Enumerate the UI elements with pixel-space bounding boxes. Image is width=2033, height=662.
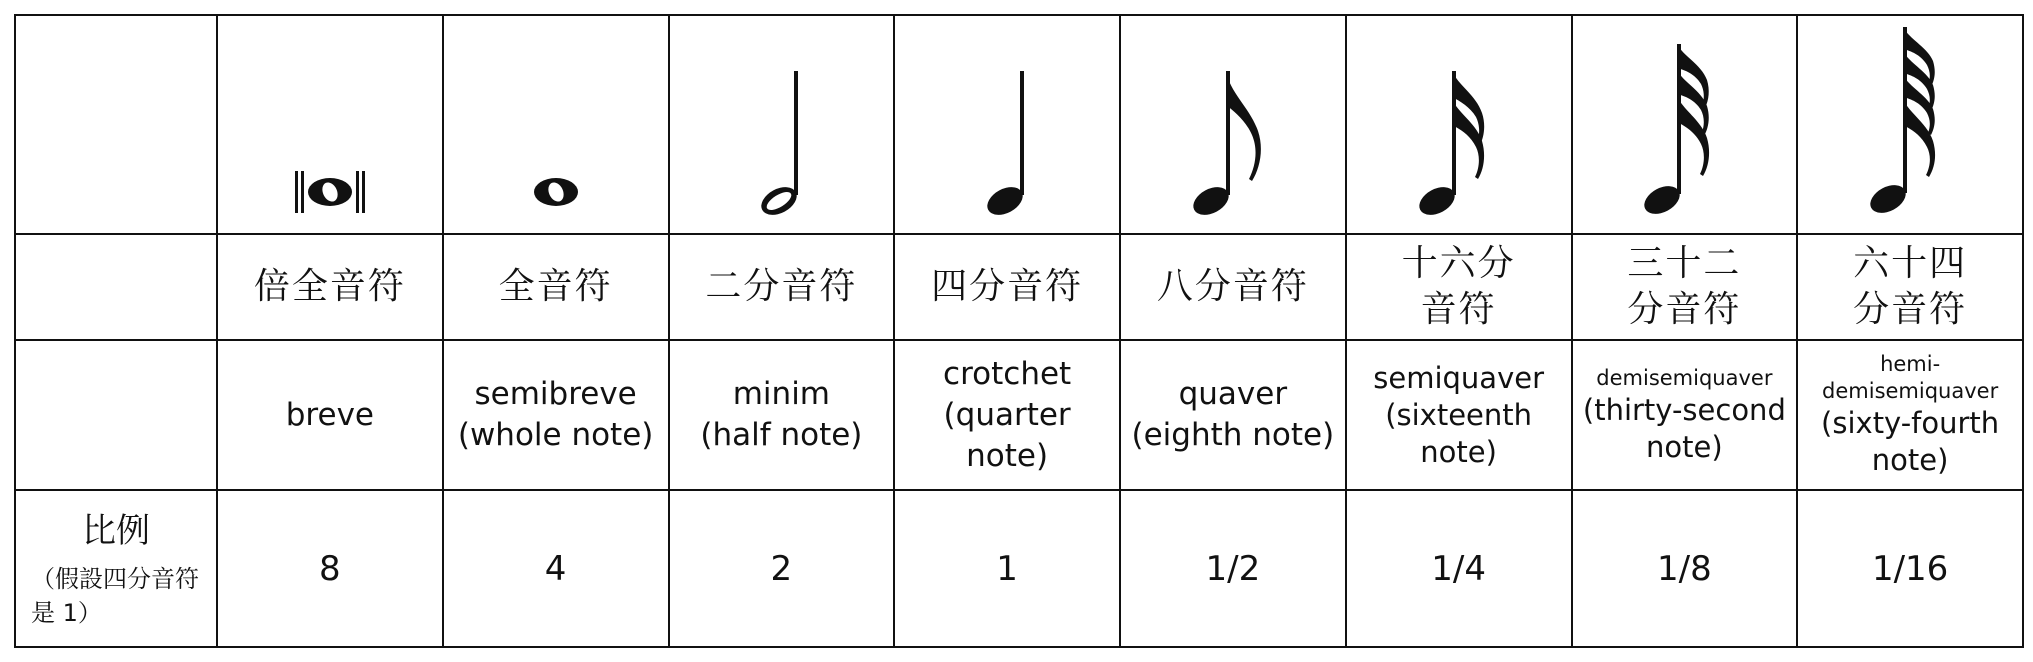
cn-name-cell bbox=[217, 234, 443, 340]
en-name-sixty-fourth bbox=[1804, 351, 2016, 479]
ratio-cell bbox=[1572, 490, 1798, 647]
en-name-cell bbox=[1120, 340, 1346, 490]
ratio-value-half: 2 bbox=[770, 548, 793, 589]
symbol-row bbox=[15, 15, 2023, 234]
ratio-cell bbox=[894, 490, 1120, 647]
empty-label-cell bbox=[15, 340, 217, 490]
quarter-note-icon bbox=[962, 63, 1052, 223]
note-values-table bbox=[14, 14, 2024, 648]
whole-note-symbol-cell bbox=[443, 15, 669, 234]
cn-name-half: 二分音符 bbox=[705, 266, 858, 307]
en-name-main: semibreve bbox=[474, 376, 637, 412]
ratio-cell bbox=[1346, 490, 1572, 647]
cn-name-thirty-second: 三十二分音符 bbox=[1627, 243, 1742, 330]
en-name-main: semiquaver bbox=[1373, 360, 1544, 395]
en-name-half bbox=[700, 374, 862, 456]
cn-name-cell bbox=[1120, 234, 1346, 340]
en-name-cell bbox=[1346, 340, 1572, 490]
en-name-sub: (thirty-second note) bbox=[1582, 392, 1786, 464]
cn-name-cell bbox=[1346, 234, 1572, 340]
chinese-name-row bbox=[15, 234, 2023, 340]
en-name-sub: (half note) bbox=[700, 417, 863, 453]
ratio-value-breve: 8 bbox=[319, 548, 341, 589]
cn-name-whole: 全音符 bbox=[498, 266, 613, 307]
ratio-value-eighth: 1/2 bbox=[1205, 548, 1261, 589]
cn-name-breve: 倍全音符 bbox=[253, 266, 406, 307]
en-name-cell bbox=[894, 340, 1120, 490]
en-name-sub: (eighth note) bbox=[1131, 417, 1335, 453]
quarter-note-symbol-cell bbox=[894, 15, 1120, 234]
en-name-main: minim bbox=[732, 376, 831, 412]
en-name-sub: (quarter note) bbox=[943, 396, 1071, 474]
breve-note-icon bbox=[285, 153, 375, 223]
ratio-cell bbox=[1120, 490, 1346, 647]
ratio-value-sixty-fourth: 1/16 bbox=[1871, 548, 1949, 589]
en-name-cell bbox=[443, 340, 669, 490]
sixty-fourth-note-icon bbox=[1855, 23, 1965, 223]
en-name-breve bbox=[286, 395, 374, 436]
ratio-value-sixteenth: 1/4 bbox=[1431, 548, 1486, 589]
cn-name-quarter: 四分音符 bbox=[931, 266, 1084, 307]
ratio-label-note: （假設四分音符是 1） bbox=[31, 564, 199, 627]
half-note-symbol-cell bbox=[669, 15, 895, 234]
en-name-cell bbox=[669, 340, 895, 490]
en-name-thirty-second bbox=[1578, 365, 1790, 466]
ratio-cell bbox=[217, 490, 443, 647]
empty-label-cell bbox=[15, 234, 217, 340]
cn-name-cell bbox=[443, 234, 669, 340]
ratio-cell bbox=[443, 490, 669, 647]
en-name-quarter bbox=[901, 354, 1113, 477]
en-name-main: breve bbox=[285, 396, 374, 433]
cn-name-eighth: 八分音符 bbox=[1156, 266, 1309, 307]
cn-name-sixty-fourth: 六十四分音符 bbox=[1853, 243, 1968, 330]
ratio-row bbox=[15, 490, 2023, 647]
cn-name-cell bbox=[1797, 234, 2023, 340]
english-name-row bbox=[15, 340, 2023, 490]
cn-name-cell bbox=[669, 234, 895, 340]
en-name-sixteenth bbox=[1353, 360, 1565, 471]
en-name-whole bbox=[458, 374, 654, 456]
en-name-main: crotchet bbox=[943, 355, 1072, 392]
cn-name-sixteenth: 十六分音符 bbox=[1401, 243, 1516, 330]
breve-symbol-cell bbox=[217, 15, 443, 234]
empty-corner-cell bbox=[15, 15, 217, 234]
en-name-sub: (sixteenth note) bbox=[1385, 397, 1533, 469]
en-name-eighth bbox=[1132, 374, 1335, 456]
note-values-table-container bbox=[14, 14, 2022, 646]
thirty-second-note-icon bbox=[1629, 38, 1739, 223]
sixty-fourth-note-symbol-cell bbox=[1797, 15, 2023, 234]
ratio-label-cell bbox=[15, 490, 217, 647]
en-name-cell bbox=[217, 340, 443, 490]
whole-note-icon bbox=[511, 153, 601, 223]
ratio-value-whole: 4 bbox=[544, 548, 567, 589]
ratio-cell bbox=[1797, 490, 2023, 647]
ratio-value-quarter: 1 bbox=[996, 548, 1018, 589]
cn-name-cell bbox=[894, 234, 1120, 340]
cn-name-cell bbox=[1572, 234, 1798, 340]
en-name-sub: (sixty-fourth note) bbox=[1821, 406, 2000, 477]
thirty-second-note-symbol-cell bbox=[1572, 15, 1798, 234]
sixteenth-note-symbol-cell bbox=[1346, 15, 1572, 234]
en-name-sub: (whole note) bbox=[457, 417, 654, 453]
en-name-main: quaver bbox=[1178, 376, 1288, 412]
en-name-cell bbox=[1797, 340, 2023, 490]
sixteenth-note-icon bbox=[1404, 63, 1514, 223]
eighth-note-icon bbox=[1178, 63, 1288, 223]
half-note-icon bbox=[736, 63, 826, 223]
en-name-main: hemi-demisemiquaver bbox=[1822, 352, 1999, 403]
en-name-cell bbox=[1572, 340, 1798, 490]
ratio-value-thirty-second: 1/8 bbox=[1657, 548, 1712, 589]
ratio-label: 比例 bbox=[82, 510, 150, 551]
ratio-cell bbox=[669, 490, 895, 647]
en-name-main: demisemiquaver bbox=[1596, 365, 1773, 390]
eighth-note-symbol-cell bbox=[1120, 15, 1346, 234]
